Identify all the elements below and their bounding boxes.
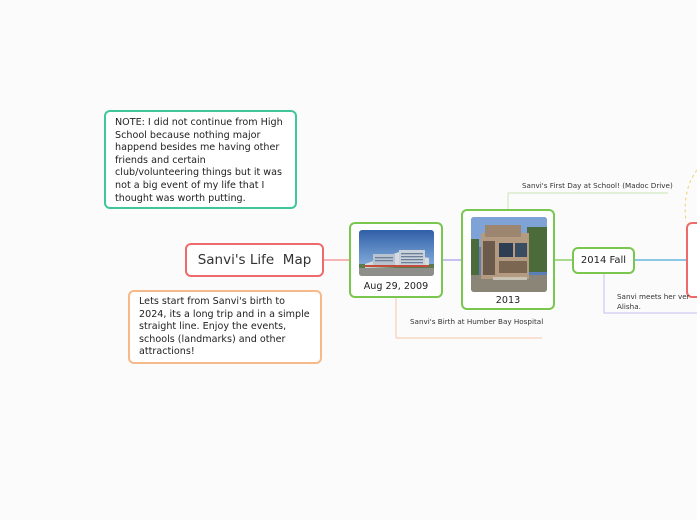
note-text: NOTE: I did not continue from High School because nothing major happend besides me having other friends and certain club/volunteering things but it was not a big event of my life that I thought was worth putting. bbox=[115, 117, 283, 204]
school-subtopic-line bbox=[508, 193, 668, 209]
fall-subtopic-line2: Alisha. bbox=[617, 301, 641, 311]
school-building-photo bbox=[471, 217, 547, 292]
birth-subtopic[interactable]: Sanvi's Birth at Humber Bay Hospital bbox=[410, 317, 544, 326]
hospital-photo bbox=[359, 230, 434, 276]
fall-date-label: 2014 Fall bbox=[580, 255, 627, 266]
fall-subtopic[interactable] bbox=[617, 292, 690, 311]
intro-box[interactable] bbox=[128, 290, 322, 364]
dashed-relation-line bbox=[685, 170, 697, 222]
note-box[interactable] bbox=[104, 110, 297, 209]
topic-school[interactable] bbox=[461, 209, 555, 310]
intro-text: Lets start from Sanvi's birth to 2024, its a long trip and in a simple straight line. Enjoy the events, schools (landmarks) and other attractions! bbox=[139, 296, 310, 358]
birth-date-label: Aug 29, 2009 bbox=[363, 281, 429, 292]
fall-subtopic-line1: Sanvi meets her ver bbox=[617, 292, 690, 301]
root-topic[interactable] bbox=[185, 243, 324, 277]
school-date-label: 2013 bbox=[495, 295, 521, 306]
school-subtopic[interactable]: Sanvi's First Day at School! (Madoc Drive) bbox=[522, 181, 673, 190]
topic-next-partial[interactable] bbox=[686, 222, 697, 298]
topic-birth[interactable] bbox=[349, 222, 443, 298]
root-title: Sanvi's Life Map bbox=[197, 252, 312, 268]
topic-2014-fall[interactable] bbox=[572, 247, 635, 274]
